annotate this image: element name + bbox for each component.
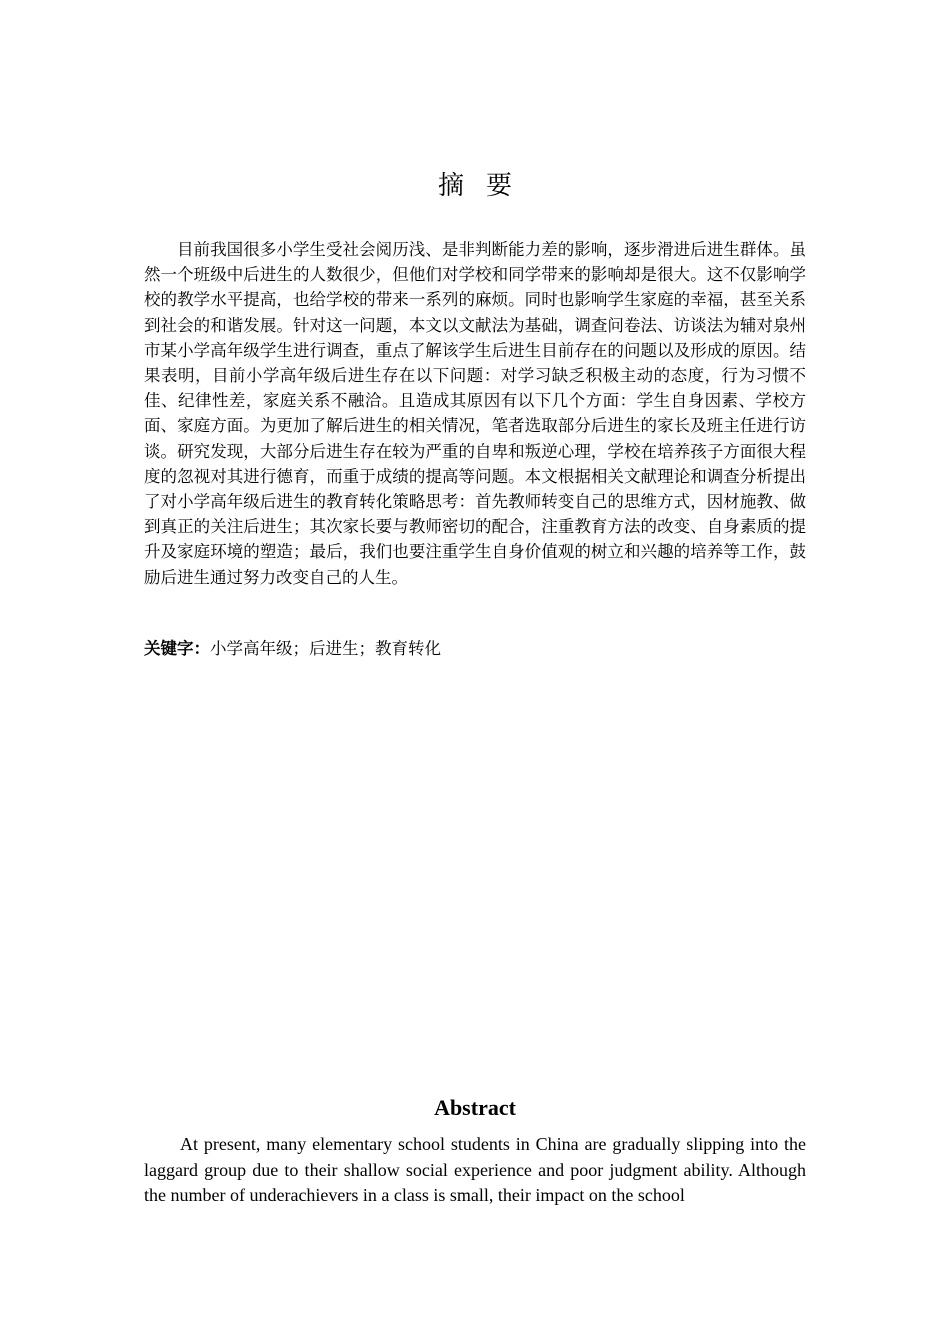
abstract-en-title: Abstract xyxy=(434,1095,516,1120)
keywords-value: 小学高年级；后进生；教育转化 xyxy=(210,639,441,658)
keywords-label: 关键字： xyxy=(144,639,210,658)
abstract-cn-title: 摘要 xyxy=(437,171,534,201)
abstract-en-body: At present, many elementary school students in China are gradually slipping into the laggard group due to their shallow social experience and poor judgment ability. Although the number of underachievers in a class is small, their impact on the school xyxy=(144,1134,806,1205)
abstract-cn-body: 目前我国很多小学生受社会阅历浅、是非判断能力差的影响，逐步滑进后进生群体。虽然一个班级中后进生的人数很少，但他们对学校和同学带来的影响却是很大。这不仅影响学校的教学水平提高，也给学校的带来一系列的麻烦。同时也影响学生家庭的幸福，甚至关系到社会的和谐发展。针对这一问题，本文以文献法为基础，调查问卷法、访谈法为辅对泉州市某小学高年级学生进行调查，重点了解该学生后进生目前存在的问题以及形成的原因。结果表明，目前小学高年级后进生存在以下问题：对学习缺乏积极主动的态度，行为习惯不佳、纪律性差，家庭关系不融洽。且造成其原因有以下几个方面：学生自身因素、学校方面、家庭方面。为更加了解后进生的相关情况，笔者选取部分后进生的家长及班主任进行访谈。研究发现，大部分后进生存在较为严重的自卑和叛逆心理，学校在培养孩子方面很大程度的忽视对其进行德育，而重于成绩的提高等问题。本文根据相关文献理论和调查分析提出了对小学高年级后进生的教育转化策略思考：首先教师转变自己的思维方式，因材施教、做到真正的关注后进生；其次家长要与教师密切的配合，注重教育方法的改变、自身素质的提升及家庭环境的塑造；最后，我们也要注重学生自身价值观的树立和兴趣的培养等工作，鼓励后进生通过努力改变自己的人生。 xyxy=(144,240,806,587)
abstract-cn-keywords xyxy=(144,636,806,661)
